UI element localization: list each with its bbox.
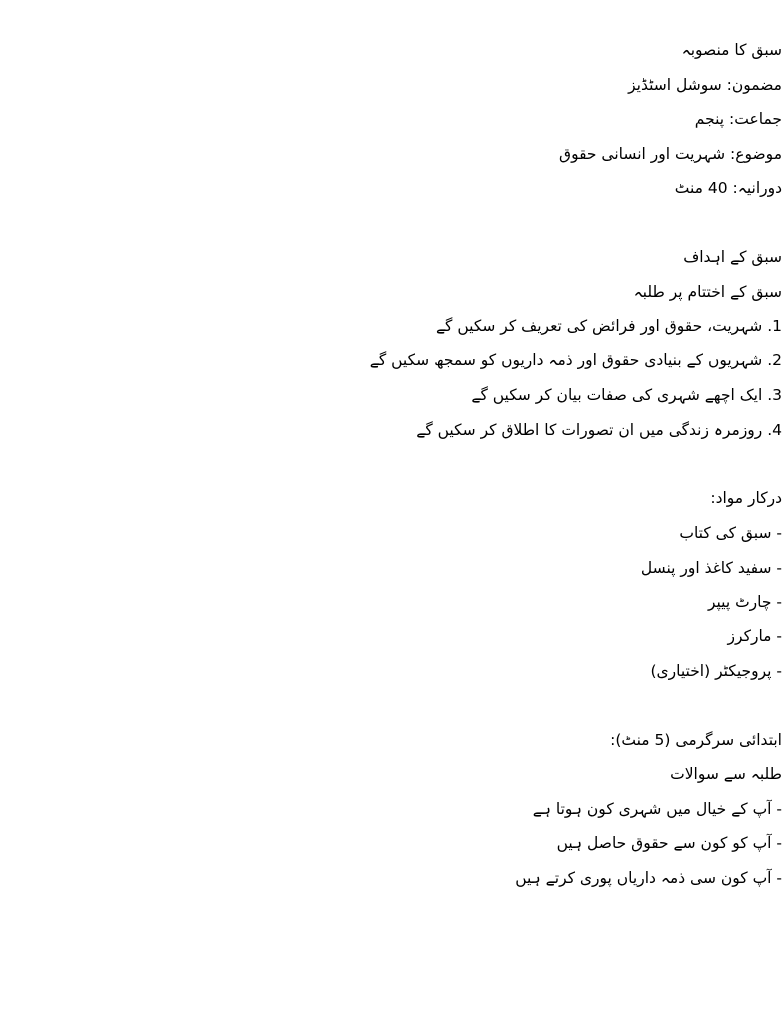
opening-question: - آپ کو کون سے حقوق حاصل ہیں	[556, 834, 782, 852]
objective-item: 1. شہریت، حقوق اور فرائض کی تعریف کر سکیں گے	[435, 317, 782, 335]
objective-item: 3. ایک اچھے شہری کی صفات بیان کر سکیں گے	[471, 386, 782, 404]
objective-item: 4. روزمرہ زندگی میں ان تصورات کا اطلاق کر سکیں گے	[416, 421, 782, 439]
duration-line: دورانیہ: 40 منٹ	[674, 179, 782, 197]
opening-question: - آپ کے خیال میں شہری کون ہوتا ہے	[532, 800, 782, 818]
material-item: - پروجیکٹر (اختیاری)	[650, 662, 782, 680]
material-item: - سفید کاغذ اور پنسل	[640, 559, 782, 577]
material-item: - سبق کی کتاب	[679, 524, 782, 542]
topic-line: موضوع: شہریت اور انسانی حقوق	[559, 145, 782, 163]
opening-activity-heading: ابتدائی سرگرمی (5 منٹ):	[610, 731, 782, 749]
opening-activity-intro: طلبہ سے سوالات	[670, 765, 782, 783]
subject-line: مضمون: سوشل اسٹڈیز	[628, 76, 782, 94]
grade-line: جماعت: پنجم	[694, 110, 782, 128]
materials-heading: درکار مواد:	[710, 489, 782, 507]
opening-question: - آپ کون سی ذمہ داریاں پوری کرتے ہیں	[515, 869, 782, 887]
material-item: - مارکرز	[727, 627, 782, 645]
material-item: - چارٹ پیپر	[707, 593, 782, 611]
objectives-intro: سبق کے اختتام پر طلبہ	[633, 283, 782, 301]
objective-item: 2. شہریوں کے بنیادی حقوق اور ذمہ داریوں کو سمجھ سکیں گے	[369, 351, 782, 369]
document-title: سبق کا منصوبہ	[681, 41, 782, 59]
objectives-heading: سبق کے اہداف	[683, 248, 782, 266]
